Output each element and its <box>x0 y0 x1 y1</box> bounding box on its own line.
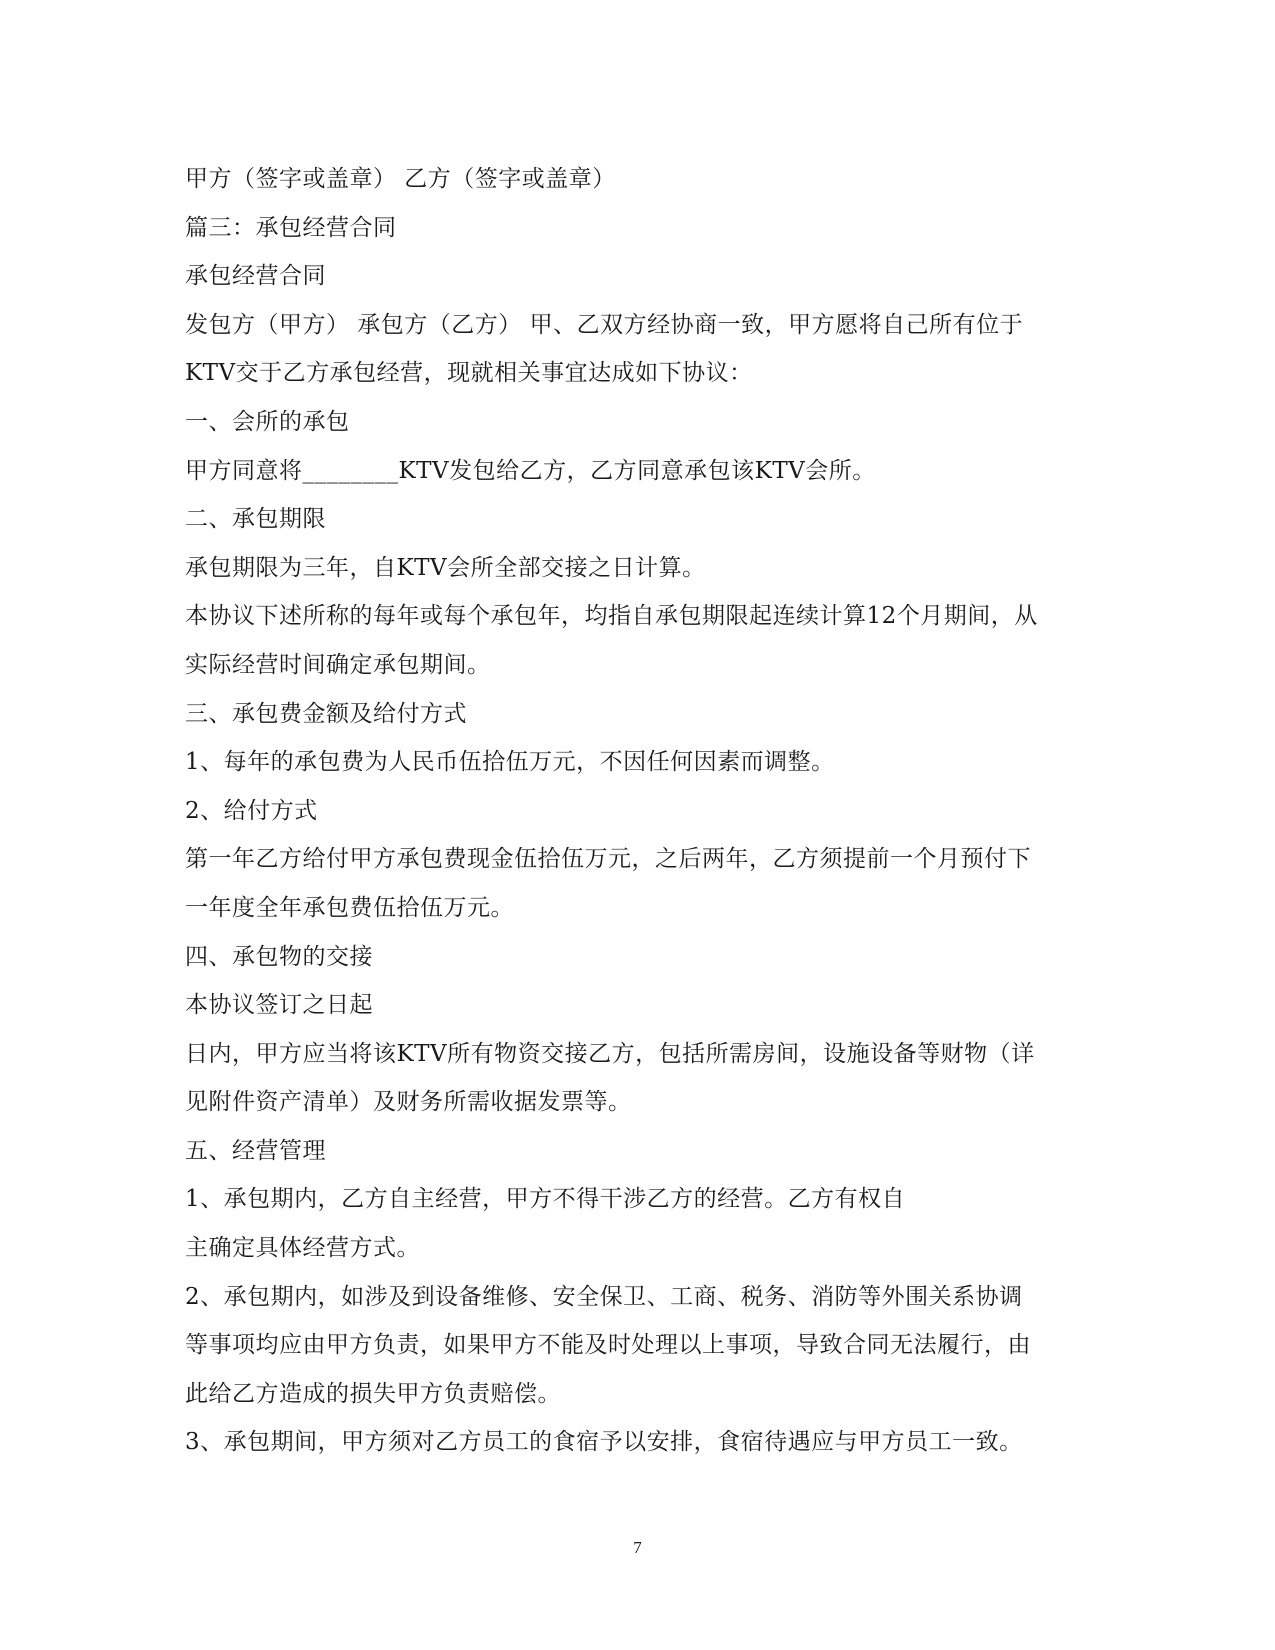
paragraph-line: 本协议下述所称的每年或每个承包年，均指自承包期限起连续计算12个月期间，从 <box>185 603 1038 630</box>
paragraph-line: 日内，甲方应当将该KTV所有物资交接乙方，包括所需房间，设施设备等财物（详 <box>185 1040 1035 1067</box>
paragraph-line: 甲方同意将________KTV发包给乙方，乙方同意承包该KTV会所。 <box>185 457 876 484</box>
paragraph-line: 一年度全年承包费伍拾伍万元。 <box>185 894 514 921</box>
paragraph-line: 3、承包期间，甲方须对乙方员工的食宿予以安排，食宿待遇应与甲方员工一致。 <box>185 1429 1023 1456</box>
paragraph-line: 2、承包期内，如涉及到设备维修、安全保卫、工商、税务、消防等外围关系协调 <box>185 1283 1023 1310</box>
clause-heading: 一、会所的承包 <box>185 408 350 435</box>
paragraph-line: KTV交于乙方承包经营，现就相关事宜达成如下协议： <box>185 360 753 387</box>
clause-heading: 四、承包物的交接 <box>185 943 373 970</box>
paragraph-line: 发包方（甲方） 承包方（乙方） 甲、乙双方经协商一致，甲方愿将自己所有位于 <box>185 311 1024 338</box>
paragraph-line: 1、承包期内，乙方自主经营，甲方不得干涉乙方的经营。乙方有权自 <box>185 1186 906 1213</box>
contract-title: 承包经营合同 <box>185 263 326 290</box>
paragraph-line: 主确定具体经营方式。 <box>185 1235 420 1262</box>
signature-line: 甲方（签字或盖章） 乙方（签字或盖章） <box>185 166 616 192</box>
paragraph-line: 2、给付方式 <box>185 797 318 824</box>
paragraph-line: 第一年乙方给付甲方承包费现金伍拾伍万元，之后两年，乙方须提前一个月预付下 <box>185 846 1031 873</box>
section-heading: 篇三：承包经营合同 <box>185 214 397 241</box>
paragraph-line: 见附件资产清单）及财务所需收据发票等。 <box>185 1089 632 1116</box>
paragraph-line: 1、每年的承包费为人民币伍拾伍万元，不因任何因素而调整。 <box>185 749 835 776</box>
paragraph-line: 承包期限为三年，自KTV会所全部交接之日计算。 <box>185 554 706 581</box>
paragraph-line: 本协议签订之日起 <box>185 992 373 1019</box>
paragraph-line: 实际经营时间确定承包期间。 <box>185 651 491 678</box>
paragraph-line: 此给乙方造成的损失甲方负责赔偿。 <box>185 1380 561 1407</box>
page-number: 7 <box>633 1538 642 1557</box>
clause-heading: 五、经营管理 <box>185 1137 326 1164</box>
clause-heading: 二、承包期限 <box>185 506 326 533</box>
clause-heading: 三、承包费金额及给付方式 <box>185 700 467 727</box>
paragraph-line: 等事项均应由甲方负责，如果甲方不能及时处理以上事项，导致合同无法履行，由 <box>185 1332 1031 1359</box>
document-body <box>185 155 1085 1467</box>
